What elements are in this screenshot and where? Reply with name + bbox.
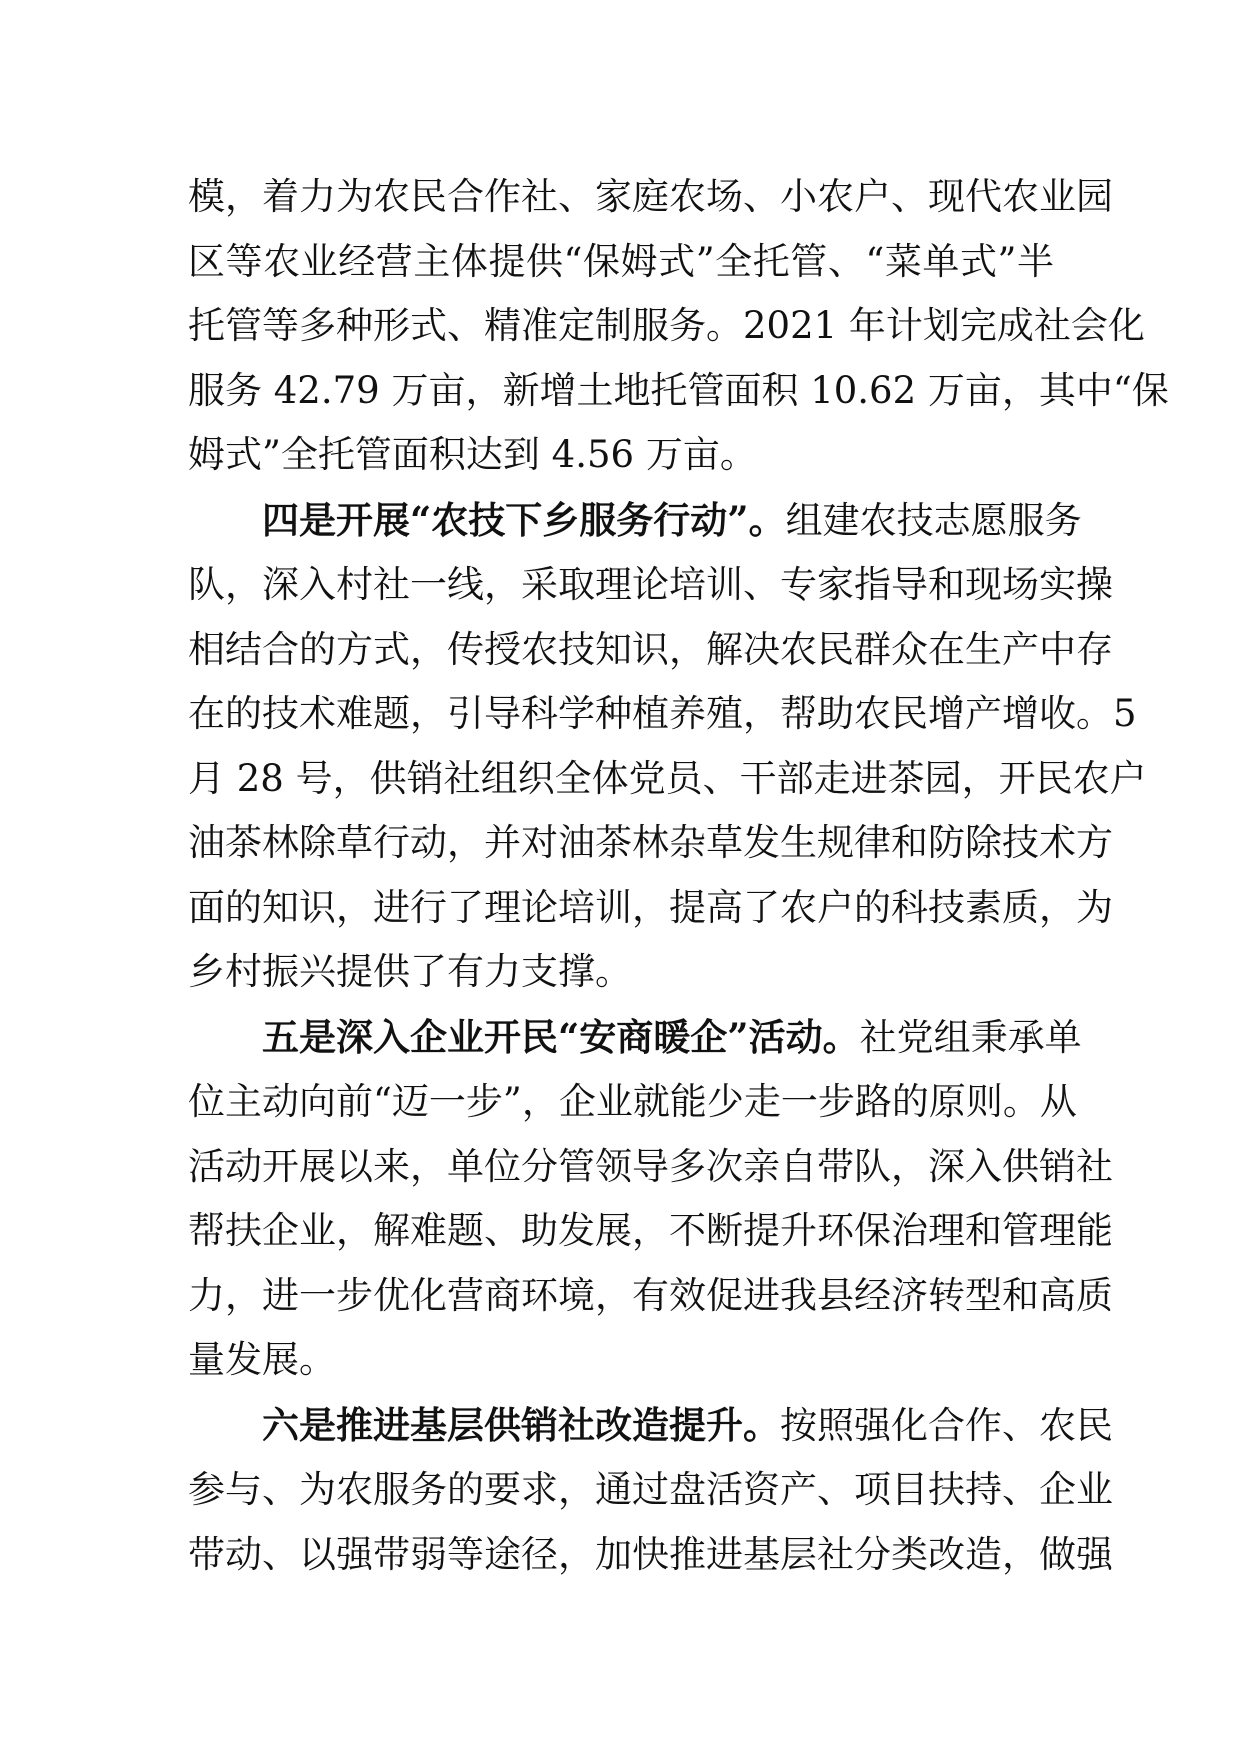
text-line: 乡村振兴提供了有力支撑。 — [188, 950, 632, 993]
text-fragment: 按照强化合作、农民 — [780, 1403, 1113, 1447]
paragraph-heading: 四是开展“农技下乡服务行动”。 — [262, 497, 786, 542]
paragraph-service-scale — [188, 165, 1169, 488]
text-fragment: 社党组秉承单 — [859, 1015, 1082, 1059]
text-line — [188, 1393, 1113, 1459]
text-line: 力，进一步优化营商环境，有效促进我县经济转型和高质 — [188, 1273, 1113, 1317]
text-line — [188, 1005, 1082, 1071]
text-line: 服务 42.79 万亩，新增土地托管面积 10.62 万亩，其中“保 — [188, 368, 1169, 412]
text-line: 相结合的方式，传授农技知识，解决农民群众在生产中存 — [188, 627, 1113, 671]
paragraph-grassroots-reform — [188, 1393, 1113, 1588]
paragraph-heading: 五是深入企业开民“安商暖企”活动。 — [262, 1014, 860, 1059]
text-line: 在的技术难题，引导科学种植养殖，帮助农民增产增收。5 — [188, 692, 1137, 735]
text-line: 托管等多种形式、精准定制服务。2021 年计划完成社会化 — [188, 304, 1145, 347]
text-line: 油茶林除草行动，并对油茶林杂草发生规律和防除技术方 — [188, 821, 1113, 864]
document-body — [188, 165, 1169, 1587]
text-line: 带动、以强带弱等途径，加快推进基层社分类改造，做强 — [188, 1532, 1113, 1576]
paragraph-business-support — [188, 1005, 1113, 1393]
text-line — [188, 488, 1082, 554]
text-line: 帮扶企业，解难题、助发展，不断提升环保治理和管理能 — [188, 1209, 1113, 1252]
text-line: 模，着力为农民合作社、家庭农场、小农户、现代农业园 — [188, 175, 1113, 218]
text-line: 参与、为农服务的要求，通过盘活资产、项目扶持、企业 — [188, 1468, 1113, 1511]
text-line: 姆式”全托管面积达到 4.56 万亩。 — [188, 433, 757, 476]
text-line: 区等农业经营主体提供“保姆式”全托管、“菜单式”半 — [188, 239, 1054, 283]
text-line: 量发展。 — [188, 1338, 336, 1381]
paragraph-agri-tech-action — [188, 488, 1147, 1005]
text-line: 活动开展以来，单位分管领导多次亲自带队，深入供销社 — [188, 1144, 1113, 1188]
text-line: 位主动向前“迈一步”，企业就能少走一步路的原则。从 — [188, 1080, 1077, 1123]
text-fragment: 组建农技志愿服务 — [785, 498, 1082, 542]
text-line: 队，深入村社一线，采取理论培训、专家指导和现场实操 — [188, 563, 1113, 606]
paragraph-heading: 六是推进基层供销社改造提升。 — [262, 1402, 780, 1447]
text-line: 面的知识，进行了理论培训，提高了农户的科技素质，为 — [188, 885, 1113, 929]
text-line: 月 28 号，供销社组织全体党员、干部走进茶园，开民农户 — [188, 756, 1147, 800]
